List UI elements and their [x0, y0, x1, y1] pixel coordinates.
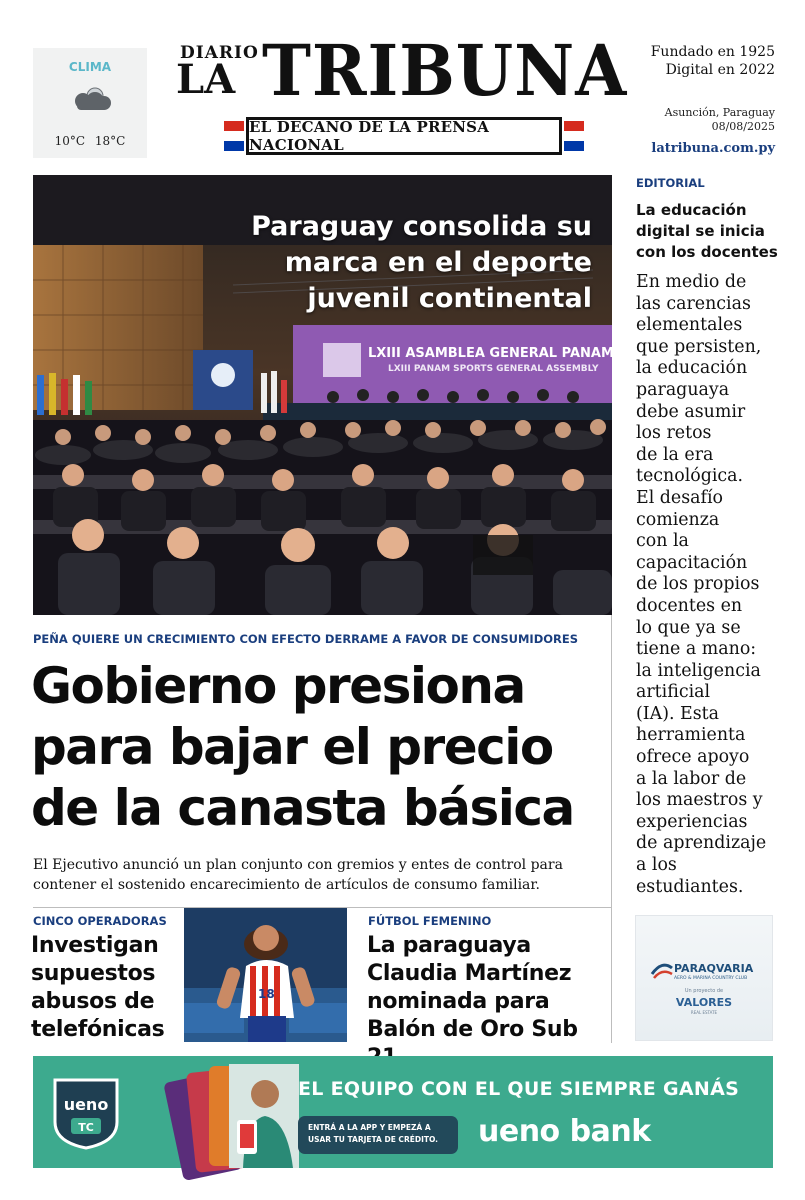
hero-headline[interactable]: Paraguay consolida su marca en el deporte juvenil continental	[251, 211, 592, 314]
ueno-bank-banner-ad[interactable]	[33, 1056, 773, 1168]
editorial-body-line: la educación	[636, 358, 748, 379]
temp-min: 10°C	[54, 134, 86, 148]
editorial-body-line: tiene a mano:	[636, 639, 757, 660]
slogan-box	[246, 117, 562, 155]
editorial-body-line: (IA). Esta	[636, 703, 720, 724]
ueno-tc-shield-icon	[49, 1074, 123, 1150]
editorial-body-line: artificial	[636, 682, 711, 703]
paraqvaria-logo-icon	[650, 958, 674, 980]
ad-company: VALORES	[675, 996, 733, 1009]
editorial-body-line: a los	[636, 855, 677, 876]
jersey-number: 18	[258, 987, 275, 1001]
editorial-body-line: con la	[636, 531, 689, 552]
headline-line: Claudia Martínez	[367, 961, 572, 986]
ad-tagline: AERO & MARINA COUNTRY CLUB	[674, 976, 748, 981]
editorial-body-line: capacitación	[636, 552, 748, 573]
credit-cards-illustration	[133, 1056, 323, 1168]
editorial-body-line: docentes en	[636, 595, 743, 616]
headline-line: abusos de	[31, 989, 155, 1014]
lead-kicker: PEÑA QUIERE UN CRECIMIENTO CON EFECTO DERRAME A FAVOR DE CONSUMIDORES	[33, 632, 579, 646]
founded-info	[651, 43, 775, 79]
editorial-body-line: El desafío	[636, 487, 723, 508]
city: Asunción, Paraguay	[664, 106, 775, 119]
story-left-headline[interactable]	[31, 932, 181, 1044]
editorial-body-line: elementales	[636, 315, 743, 336]
banner-headline: EL EQUIPO CON EL QUE SIEMPRE GANÁS	[298, 1078, 740, 1100]
soccer-player-photo[interactable]	[184, 908, 347, 1042]
temp-max: 18°C	[94, 134, 126, 148]
slogan: EL DECANO DE LA PRENSA NACIONAL	[249, 118, 490, 154]
founded-line: Fundado en 1925	[650, 44, 775, 60]
editorial-body-line: de los propios	[636, 574, 760, 595]
paraqvaria-ad[interactable]	[635, 915, 773, 1041]
editorial-body-line: estudiantes.	[636, 876, 744, 897]
editorial-body-line: En medio de	[636, 272, 747, 292]
headline-line: telefónicas	[31, 1017, 165, 1042]
slogan-band	[224, 117, 584, 155]
stage-banner-line2: LXIII PANAM SPORTS GENERAL ASSEMBLY	[388, 364, 599, 374]
editorial-body-line: debe asumir	[636, 401, 746, 422]
editorial-body-line: que persisten,	[636, 336, 762, 357]
ad-group: Un proyecto de	[684, 988, 724, 994]
weather-label: CLIMA	[68, 60, 112, 74]
stage-banner-line1: LXIII ASAMBLEA GENERAL PANAM SPORTS	[368, 346, 677, 361]
logo-la: LA	[176, 56, 236, 103]
shield-bottom-text: TC	[78, 1121, 94, 1134]
bank-name: ueno bank	[478, 1114, 651, 1149]
headline-line: Investigan	[31, 933, 159, 958]
editorial-body-line: comienza	[636, 509, 720, 530]
dateline	[665, 106, 775, 134]
story-right-kicker: FÚTBOL FEMENINO	[368, 914, 492, 928]
soccer-player-illustration	[184, 908, 347, 1042]
editorial-body-line: tecnológica.	[636, 466, 744, 487]
editorial-body-line: experiencias	[636, 811, 748, 832]
banner-cta[interactable]	[298, 1116, 458, 1154]
site-link[interactable]: latribuna.com.py	[651, 141, 775, 156]
lead-deck: El Ejecutivo anunció un plan conjunto con gremios y entes de control para contener el sostenido encarecimiento de artículos de consumo familiar.	[33, 857, 563, 893]
headline-line: nominada para	[367, 989, 550, 1014]
editorial-body-line: de la era	[636, 444, 714, 465]
shield-top-text: ueno	[63, 1095, 109, 1114]
editorial-body-line: los retos	[636, 423, 712, 444]
column-divider	[611, 615, 612, 1043]
headline-line: La paraguaya	[367, 933, 531, 958]
lead-headline-line: para bajar el precio	[31, 718, 553, 776]
lead-headline-line: Gobierno presiona	[31, 657, 525, 715]
paraguay-flag-icon	[564, 121, 584, 151]
editorial-body-line: los maestros y	[636, 790, 763, 811]
weather-temps	[33, 134, 147, 148]
editorial-body-line: herramienta	[636, 725, 746, 746]
editorial-label: EDITORIAL	[636, 176, 705, 190]
ad-brand: PARAQVARIA	[674, 962, 754, 975]
edition-date: 08/08/2025	[711, 120, 775, 133]
editorial-body-line: lo que ya se	[636, 617, 741, 638]
paraguay-flag-icon	[224, 121, 244, 151]
editorial-title[interactable]: La educación digital se inicia con los docentes	[636, 201, 778, 261]
headline-line: supuestos	[31, 961, 156, 986]
cta-line: USAR TU TARJETA DE CRÉDITO.	[308, 1135, 439, 1144]
cta-line: ENTRÁ A LA APP Y EMPEZÁ A	[308, 1123, 431, 1132]
headline-line: Balón de Oro Sub	[367, 1017, 578, 1042]
editorial-body-line: la inteligencia	[636, 660, 761, 681]
cloud-icon	[69, 86, 113, 112]
editorial-body-line: las carencias	[636, 293, 751, 314]
editorial-body-line: paraguaya	[636, 379, 730, 400]
editorial-body	[636, 272, 786, 898]
logo-diario: DIARIO	[180, 43, 259, 63]
editorial-body-line: a la labor de	[636, 768, 747, 789]
weather-widget	[33, 48, 147, 158]
story-right-headline[interactable]	[367, 932, 607, 1072]
lead-headline-line: de la canasta básica	[31, 779, 574, 837]
story-left-kicker: CINCO OPERADORAS	[33, 914, 167, 928]
ad-company-sub: REAL ESTATE	[690, 1010, 718, 1015]
logo-tribuna[interactable]: TRIBUNA	[262, 29, 628, 112]
editorial-body-line: de aprendizaje	[636, 833, 767, 854]
digital-line: Digital en 2022	[665, 62, 775, 78]
lead-headline[interactable]	[31, 656, 611, 839]
editorial-body-line: ofrece apoyo	[636, 747, 750, 768]
